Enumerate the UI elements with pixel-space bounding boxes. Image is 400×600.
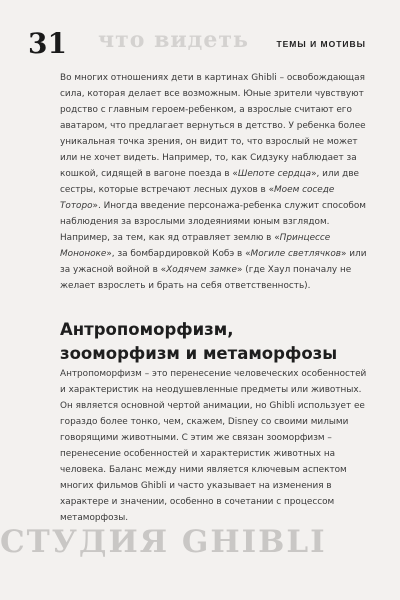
- faded-book-title: СТУДИЯ GHIBLI: [0, 524, 327, 560]
- body-paragraph-children: [60, 70, 368, 294]
- text-run: », или две сестры, которые встречают лесных духов в «: [60, 169, 360, 195]
- text-run: » (где Хаул поначалу не желает взрослеть и брать на себя ответственность).: [60, 265, 352, 291]
- film-title: Ходячем замке: [166, 265, 237, 275]
- running-head: ТЕМЫ И МОТИВЫ: [276, 39, 366, 49]
- film-title: Моем соседе Тоторо: [60, 185, 335, 211]
- film-title: Могиле светлячков: [250, 249, 342, 259]
- film-title: Шепоте сердца: [237, 169, 312, 179]
- section-heading: [60, 318, 380, 366]
- body-paragraph-anthropomorphism: Антропоморфизм – это перенесение человеческих особенностей и характеристик на неодушевленные предметы или животных. Он является основной чертой анимации, но Ghibli использует ее гораздо более тонко, чем, скажем, Disney со своими милыми говорящими животными. С этим же связан зооморфизм – перенесение особенностей и характеристик животных на человека. Баланс между ними является ключевым аспектом многих фильмов Ghibli и часто указывает на изменения в характере и значении, особенно в сочетании с процессом метаморфозы.: [60, 369, 367, 523]
- text-run: Во многих отношениях дети в картинах Ghibli – освобождающая сила, которая делает все возможным. Юные зрители чувствуют родство с главным героем-ребенком, а взрослые считают его аватаром, что предлагает вернуться в детство. У ребенка более уникальная точка зрения, он видит то, что взрослый не может или не хочет видеть. Например, то, как Сидзуку наблюдает за кошкой, сидящей в вагоне поезда в «: [60, 73, 366, 179]
- section-heading-line-2: зооморфизм и метаморфозы: [60, 344, 338, 363]
- text-run: ». Иногда введение персонажа-ребенка служит способом наблюдения за взрослыми злодеяниями юным взглядом. Например, за тем, как яд отравляет землю в «: [60, 201, 366, 243]
- text-run: », за бомбардировкой Кобэ в «: [106, 249, 251, 259]
- film-title: Принцессе Мононоке: [60, 233, 331, 259]
- text-run: » или за ужасной войной в «: [60, 249, 367, 275]
- section-heading-line-1: Антропоморфизм,: [60, 320, 234, 339]
- page-number: 31: [28, 27, 67, 60]
- faded-chapter-title: что видеть: [98, 27, 249, 53]
